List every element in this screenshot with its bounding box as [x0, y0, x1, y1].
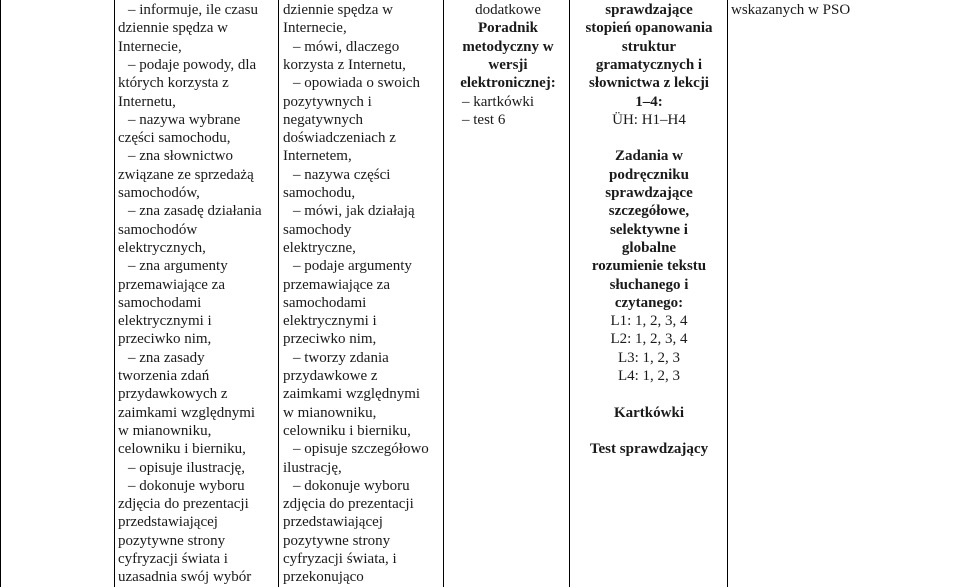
text-line: Zadania w — [615, 148, 683, 165]
text-line: w mianowniku, — [118, 422, 212, 439]
text-line: – opowiada o swoich — [293, 75, 421, 92]
text-line: – podaje argumenty — [293, 258, 412, 275]
text-line: zaimkami względnymi — [283, 386, 421, 403]
text-line: L3: 1, 2, 3 — [617, 349, 681, 366]
text-line: ilustrację, — [283, 459, 342, 476]
text-line: celowniku i bierniku, — [283, 422, 411, 439]
text-line: przekonująco — [283, 569, 364, 586]
text-line: samochodami — [118, 294, 202, 311]
text-line: – informuje, ile czasu — [128, 2, 258, 18]
text-line: Internecie, — [118, 38, 182, 55]
text-line: zdjęcia do prezentacji — [283, 496, 414, 513]
text-line: L1: 1, 2, 3, 4 — [610, 313, 688, 330]
text-line: ÜH: H1–H4 — [612, 111, 686, 128]
text-line: – zna słownictwo — [128, 148, 233, 165]
text-line: pozytywne strony — [118, 532, 226, 549]
text-line: zdjęcia do prezentacji — [118, 496, 249, 513]
text-line: Internetu, — [118, 93, 176, 110]
text-line: – zna argumenty — [128, 258, 228, 275]
text-line: stopień opanowania — [585, 20, 713, 37]
table-border-left — [0, 0, 1, 587]
table-divider — [443, 0, 444, 587]
text-line: 1–4: — [635, 93, 663, 110]
text-line: dodatkowe — [475, 2, 541, 18]
text-line: – zna zasady — [128, 349, 205, 366]
table-divider — [114, 0, 115, 587]
text-line: części samochodu, — [118, 130, 231, 147]
text-line: przemawiające za — [283, 276, 390, 293]
text-line: metodyczny w — [462, 38, 554, 55]
text-line: – mówi, dlaczego — [293, 38, 400, 55]
text-line: elektrycznymi i — [283, 313, 377, 330]
text-line: globalne — [621, 239, 677, 256]
text-line: tworzenia zdań — [118, 368, 210, 384]
text-line: samochody — [283, 221, 352, 238]
text-line: czytanego: — [614, 294, 684, 311]
text-line: uzasadnia swój wybór — [118, 569, 252, 586]
text-line: – nazywa wybrane — [128, 111, 241, 128]
text-line: elektryczne, — [283, 239, 356, 256]
text-line: selektywne i — [610, 221, 688, 238]
text-line: – tworzy zdania — [293, 349, 389, 366]
text-line: cyfryzacji świata i — [118, 551, 228, 567]
text-line: przedstawiającej — [283, 514, 383, 531]
text-line: Test sprawdzający — [589, 441, 709, 458]
text-line: przeciwko nim, — [283, 331, 377, 348]
text-line: – nazywa części — [293, 166, 391, 183]
text-line: Internecie, — [283, 20, 347, 37]
text-line: samochodów — [118, 221, 198, 238]
text-line: – kartkówki — [462, 93, 535, 110]
table-divider — [727, 0, 728, 587]
text-line: – mówi, jak działają — [293, 203, 415, 220]
text-line: samochodów, — [118, 185, 200, 201]
text-line: pozytywne strony — [283, 532, 391, 549]
text-line: pozytywnych i — [283, 93, 372, 110]
text-line: związane ze sprzedażą — [118, 166, 254, 183]
text-line: struktur — [621, 38, 677, 55]
table-divider — [569, 0, 570, 587]
text-line: sprawdzające — [605, 185, 693, 201]
text-line: – opisuje szczegółowo — [293, 441, 429, 458]
text-line: celowniku i bierniku, — [118, 441, 246, 458]
text-line: szczegółowe, — [608, 203, 690, 220]
text-line: dziennie spędza w — [118, 20, 228, 37]
text-line: – test 6 — [462, 111, 506, 128]
text-line: Poradnik — [477, 20, 538, 37]
text-line: przeciwko nim, — [118, 331, 212, 348]
text-line: wskazanych w PSO — [731, 2, 851, 18]
text-line: przedstawiającej — [118, 514, 218, 531]
text-line: – podaje powody, dla — [128, 56, 257, 73]
text-line: zaimkami względnymi — [118, 404, 256, 421]
text-line: rozumienie tekstu — [591, 258, 707, 275]
text-line: Internetem, — [283, 148, 352, 165]
text-line: samochodu, — [283, 185, 356, 201]
table-cell-col3 — [448, 0, 568, 587]
table-divider — [278, 0, 279, 587]
text-line: elektronicznej: — [460, 75, 556, 92]
text-line: przydawkowych z — [118, 386, 228, 403]
text-line: elektrycznymi i — [118, 313, 212, 330]
text-line: – dokonuje wyboru — [293, 477, 410, 494]
text-line: elektrycznych, — [118, 239, 206, 256]
text-line: sprawdzające — [605, 2, 693, 18]
text-line: w mianowniku, — [283, 404, 377, 421]
text-line: samochodami — [283, 294, 367, 311]
text-line: słuchanego i — [609, 276, 689, 293]
table-cell-col2 — [283, 0, 443, 587]
text-line: słownictwa z lekcji — [589, 75, 709, 92]
text-line: – dokonuje wyboru — [128, 477, 245, 494]
table-cell-col4 — [574, 0, 724, 587]
text-line: gramatycznych i — [595, 56, 703, 73]
text-line: – zna zasadę działania — [128, 203, 262, 220]
text-line: wersji — [488, 56, 528, 73]
text-line: L4: 1, 2, 3 — [617, 368, 681, 384]
text-line: podręczniku — [608, 166, 689, 183]
text-line: Kartkówki — [613, 404, 684, 421]
table-cell-col5 — [731, 0, 960, 587]
text-line: doświadczeniach z — [283, 130, 396, 147]
text-line: korzysta z Internetu, — [283, 56, 406, 73]
text-line: dziennie spędza w — [283, 2, 393, 18]
text-line: przydawkowe z — [283, 368, 378, 384]
table-cell-col1 — [118, 0, 278, 587]
text-line: negatywnych — [283, 111, 363, 128]
text-line: przemawiające za — [118, 276, 225, 293]
text-line: cyfryzacji świata, i — [283, 551, 397, 567]
text-line: L2: 1, 2, 3, 4 — [610, 331, 688, 348]
text-line: – opisuje ilustrację, — [128, 459, 246, 476]
text-line: których korzysta z — [118, 75, 229, 92]
